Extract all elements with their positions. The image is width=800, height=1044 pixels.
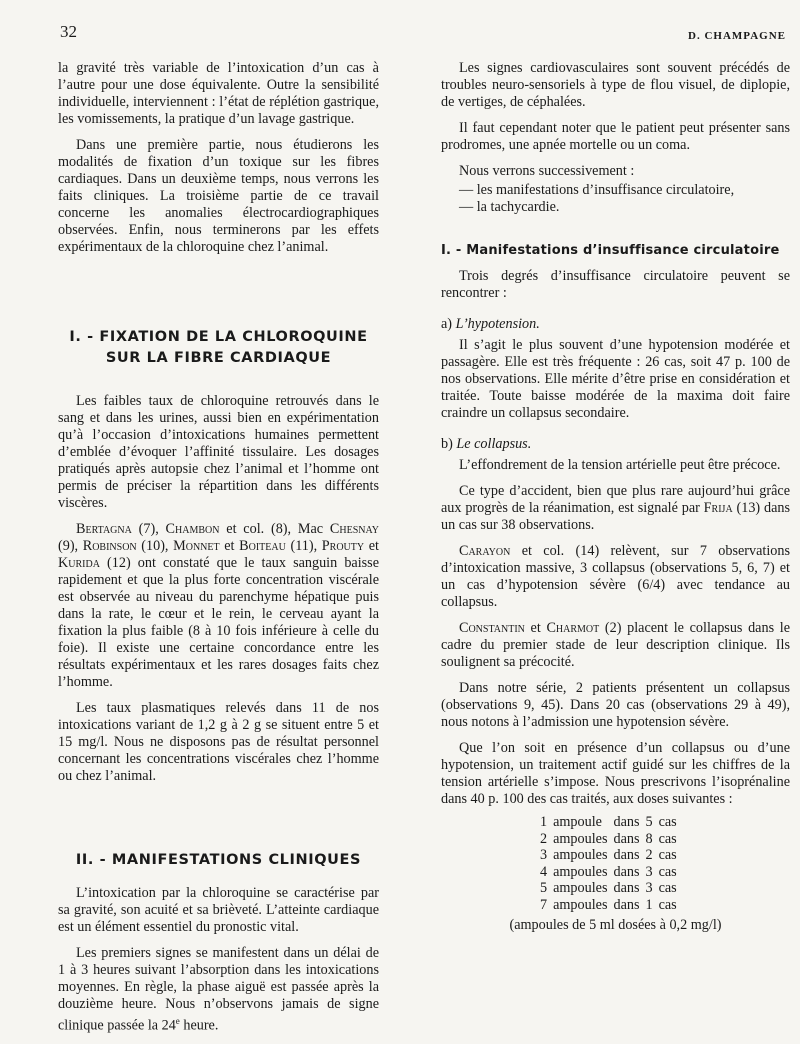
case-label: cas: [658, 814, 677, 830]
item-heading-a: [441, 316, 790, 333]
paragraph: [441, 483, 790, 534]
case-count: 3: [645, 880, 653, 897]
right-column: [441, 60, 790, 934]
paragraph: [58, 945, 379, 1035]
paragraph: Il s’agit le plus souvent d’une hypotension modérée et passagère. Elle est très fréquente : 26 cas, soit 47 p. 100 de nos observations. Elle mérite d’être prise en considération et traitée. Toute baisse modérée de la maxima doit faire craindre un collapsus secondaire.: [441, 337, 790, 421]
paragraph: la gravité très variable de l’intoxication d’un cas à l’autre pour une dose équivalente. Outre la sensibilité individuelle, interviennent : l’état de réplétion gastrique, les vomissements, la pratique d’un lavage gastrique.: [58, 60, 379, 127]
text: et col. (14) relèvent, sur 7 observations d’intoxication massive, 3 collapsus (observations 5, 6, 7) et un cas d’hypotension sévère (6/4) avec tendance au collapsus.: [441, 543, 790, 610]
text: et: [524, 620, 547, 636]
paragraph: [441, 543, 790, 611]
author: Chambon: [165, 521, 220, 537]
paragraph-references: [58, 521, 379, 691]
subsection-heading: I. - Manifestations d’insuffisance circulatoire: [441, 243, 780, 258]
paragraph: [441, 620, 790, 671]
dose-count: 1: [540, 814, 548, 830]
paragraph: Les faibles taux de chloroquine retrouvés dans le sang et dans les urines, aussi bien en expérimentation qu’à l’occasion d’intoxications humaines permettent d’emblée d’évoquer l’affinité tissulaire. Les dosages pratiqués après autopsie chez l’animal et l’homme ont permis de préciser la répartition dans les différents viscères.: [58, 393, 379, 511]
dose-unit: ampoules: [553, 830, 608, 847]
text: (9),: [58, 538, 83, 554]
case-count: 5: [645, 814, 653, 830]
table-row: [537, 831, 680, 848]
text: Les premiers signes se manifestent dans un délai de 1 à 3 heures suivant l’absorption dans les intoxications moyennes. En règle, la phase aiguë est passée après la douzième heure. Nous n’observons jamais de signe clinique passée la 24: [58, 945, 379, 1034]
text: Ce type d’accident, bien que plus rare aujourd’hui grâce aux progrès de la réanimation, est signalé par: [441, 483, 790, 516]
item-label: b): [441, 436, 457, 452]
author: Frija: [703, 500, 733, 516]
text: (11),: [285, 538, 322, 554]
case-label: cas: [658, 880, 677, 897]
dose-unit: ampoules: [553, 896, 608, 913]
case-count: 1: [645, 896, 653, 913]
paragraph: Trois degrés d’insuffisance circulatoire peuvent se rencontrer :: [441, 268, 790, 301]
paragraph: L’intoxication par la chloroquine se caractérise par sa gravité, son acuité et sa brièveté. L’atteinte cardiaque est un élément essentiel du pronostic vital.: [58, 885, 379, 935]
list-item: — la tachycardie.: [459, 199, 560, 215]
text: (13) dans un cas sur 38 observations.: [441, 500, 790, 533]
paragraph: Que l’on soit en présence d’un collapsus ou d’une hypotension, un traitement actif guidé sur les chiffres de la tension artérielle s’impose. Nous prescrivons l’isoprénaline dans 40 p. 100 des cas traités, aux doses suivantes :: [441, 740, 790, 807]
dose-count: 7: [540, 896, 548, 913]
author: Kurida: [58, 555, 100, 571]
running-head: D. CHAMPAGNE: [688, 30, 786, 42]
table-row: [537, 880, 680, 897]
table-row: [537, 864, 680, 881]
case-count: 8: [645, 830, 653, 847]
dose-unit: ampoule: [553, 814, 602, 830]
paragraph: Dans une première partie, nous étudierons les modalités de fixation d’un toxique sur les fibres cardiaques. Dans un deuxième temps, nous verrons les faits cliniques. La troisième partie de ce travail concerne les anomalies électrocardiographiques observées. Enfin, nous terminerons par les effets expérimentaux de la chloroquine chez l’animal.: [58, 137, 379, 255]
author: Prouty: [321, 538, 365, 554]
dose-table: [537, 814, 680, 914]
dose-count: 5: [540, 880, 548, 897]
item-title: Le collapsus.: [456, 436, 532, 452]
author: Chesnay: [329, 521, 380, 537]
text: (10),: [136, 538, 174, 554]
case-label: cas: [658, 896, 677, 913]
dose-count: 2: [540, 830, 548, 847]
item-label: a): [441, 316, 456, 332]
case-label: cas: [658, 830, 677, 847]
text: (12) ont constaté que le taux sanguin baisse rapidement et que la plus forte concentration viscérale est observée au niveau du parenchyme hépatique puis dans la rate, le cœur et le rein, le cerveau ayant la fixation la plus faible (8 à 10 fois inférieure à celle du foie). Il existe une certaine concordance entre les résultats expérimentaux et les rares dosages faits chez l’homme.: [58, 555, 379, 690]
dose-count: 4: [540, 863, 548, 880]
dose-dans: dans: [613, 863, 640, 880]
table-row: [537, 897, 680, 914]
paragraph: Les signes cardiovasculaires sont souvent précédés de troubles neuro-sensoriels à type de flou visuel, de diplopie, de vertiges, de céphalées.: [441, 60, 790, 110]
page-number: 32: [60, 22, 77, 41]
author: Boiteau: [239, 538, 286, 554]
author: Carayon: [459, 543, 511, 559]
case-count: 3: [645, 863, 653, 880]
text: (2) placent le collapsus dans le cadre du premier stade de leur description clinique. Ils soulignent sa précocité.: [441, 620, 790, 670]
item-title: L’hypotension.: [455, 316, 540, 332]
section-heading-line: SUR LA FIBRE CARDIAQUE: [105, 350, 332, 366]
item-heading-b: [441, 436, 790, 453]
list-item: — les manifestations d’insuffisance circulatoire,: [459, 182, 735, 198]
author: Charmot: [546, 620, 600, 636]
author: Bertagna: [76, 521, 132, 537]
text: et col. (8), Mac: [219, 521, 330, 537]
section-heading-line: I. - FIXATION DE LA CHLOROQUINE: [69, 329, 368, 345]
paragraph: Il faut cependant noter que le patient peut présenter sans prodromes, une apnée mortelle ou un coma.: [441, 120, 790, 153]
dose-dans: dans: [613, 880, 640, 897]
paragraph: Nous verrons successivement :: [459, 163, 635, 179]
paragraph: Dans notre série, 2 patients présentent un collapsus (observations 9, 45). Dans 20 cas (observations 29 à 49), nous notons à l’admission une hypotension sévère.: [441, 680, 790, 730]
case-label: cas: [658, 847, 677, 864]
paragraph: Les taux plasmatiques relevés dans 11 de nos intoxications variant de 1,2 g à 2 g se situent entre 5 et 15 mg/l. Nous ne disposons pas de résultat personnel concernant les concentrations viscérales chez l’homme ou chez l’animal.: [58, 700, 379, 784]
case-count: 2: [645, 847, 653, 864]
author: Constantin: [459, 620, 525, 636]
dose-unit: ampoules: [553, 847, 608, 864]
text: et: [219, 538, 240, 554]
case-label: cas: [658, 863, 677, 880]
author: Monnet: [173, 538, 220, 554]
text: heure.: [179, 1017, 219, 1034]
table-row: [537, 847, 680, 864]
dose-dans: dans: [613, 847, 640, 864]
text: et: [364, 538, 379, 554]
paragraph: L’effondrement de la tension artérielle peut être précoce.: [459, 457, 781, 473]
section-heading-clinique: II. - MANIFESTATIONS CLINIQUES: [75, 852, 362, 868]
text: (7),: [131, 521, 166, 537]
author: Robinson: [82, 538, 137, 554]
dose-unit: ampoules: [553, 863, 608, 880]
dose-dans: dans: [613, 896, 640, 913]
table-row: [537, 814, 680, 831]
dose-note: (ampoules de 5 ml dosées à 0,2 mg/l): [509, 916, 722, 933]
dose-dans: dans: [613, 830, 640, 847]
superscript: e: [175, 1016, 180, 1026]
dose-dans: dans: [613, 814, 640, 830]
dose-count: 3: [540, 847, 548, 864]
section-heading-fixation: [58, 327, 379, 369]
left-column: [58, 60, 379, 1044]
dose-unit: ampoules: [553, 880, 608, 897]
